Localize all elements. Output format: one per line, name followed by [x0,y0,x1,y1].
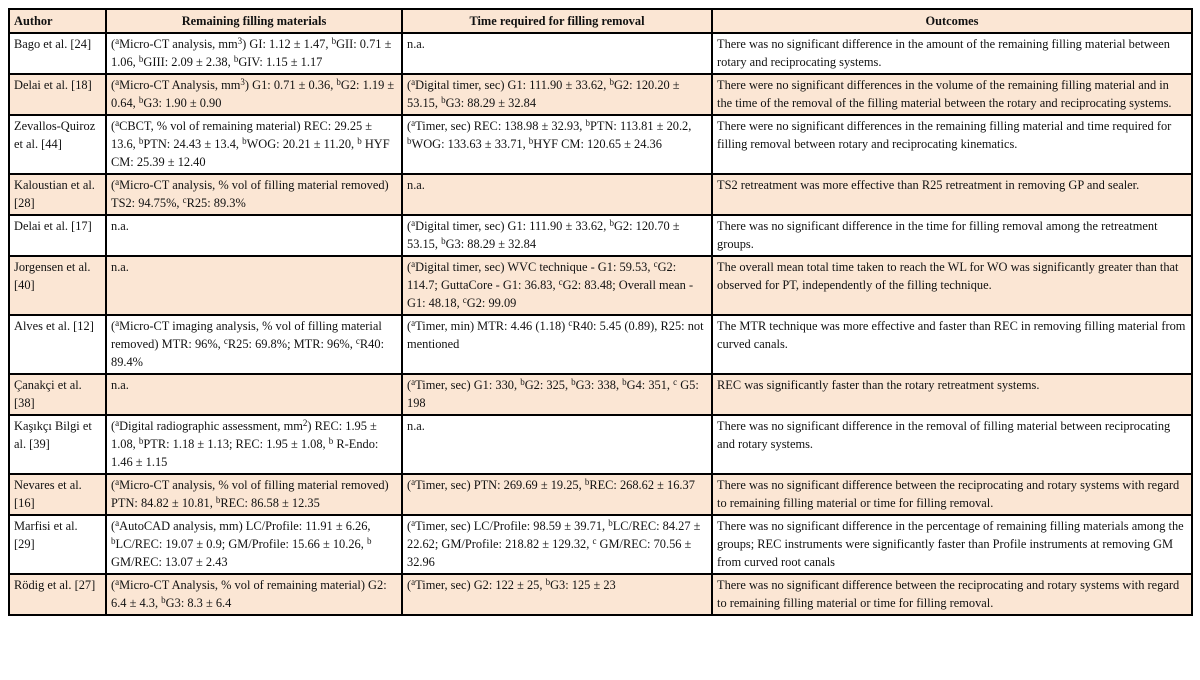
table-row [9,415,1192,474]
table-row [9,574,1192,615]
outcome-cell: REC was significantly faster than the rotary retreatment systems. [712,374,1192,415]
table-row [9,215,1192,256]
remaining-filling-cell: ($^a$CBCT, % vol of remaining material) REC: 29.25 ± 13.6, $^b$PTN: 24.43 ± 13.4, $^b$WOG: 20.21 ± 11.20, $^b$ HYF CM: 25.39 ± 12.40 [106,115,402,174]
remaining-filling-cell: n.a. [106,215,402,256]
remaining-filling-cell: ($^a$Micro-CT Analysis, $mm^3$) G1: 0.71 ± 0.36, $^b$G2: 1.19 ± 0.64, $^b$G3: 1.90 ± 0.90 [106,74,402,115]
outcome-cell: There were no significant differences in the volume of the remaining filling material and in the time of the removal of the filling material between the rotary and reciprocating systems. [712,74,1192,115]
remaining-filling-cell: n.a. [106,374,402,415]
time-removal-cell: ($^a$Timer, sec) LC/Profile: 98.59 ± 39.71, $^b$LC/REC: 84.27 ± 22.62; GM/Profile: 218.82 ± 129.32, $^c$ GM/REC: 70.56 ± 32.96 [402,515,712,574]
author-cell: Kaloustian et al. [28] [9,174,106,215]
time-removal-cell: ($^a$Timer, min) MTR: 4.46 (1.18) $^c$R40: 5.45 (0.89), R25: not mentioned [402,315,712,374]
author-cell: Çanakçi et al. [38] [9,374,106,415]
outcome-cell: There was no significant difference between the reciprocating and rotary systems with regard to remaining filling material or time for filling removal. [712,474,1192,515]
table-body [9,33,1192,615]
time-removal-cell: ($^a$Timer, sec) PTN: 269.69 ± 19.25, $^b$REC: 268.62 ± 16.37 [402,474,712,515]
table-row [9,74,1192,115]
time-removal-cell: n.a. [402,174,712,215]
table-row [9,256,1192,315]
time-removal-cell: ($^a$Timer, sec) REC: 138.98 ± 32.93, $^b$PTN: 113.81 ± 20.2, $^b$WOG: 133.63 ± 33.71, $^b$HYF CM: 120.65 ± 24.36 [402,115,712,174]
author-cell: Delai et al. [18] [9,74,106,115]
table-row [9,515,1192,574]
remaining-filling-cell: ($^a$Micro-CT imaging analysis, % vol of filling material removed) MTR: 96%, $^c$R25: 69.8%; MTR: 96%, $^c$R40: 89.4% [106,315,402,374]
outcome-cell: There was no significant difference in the time for filling removal among the retreatment groups. [712,215,1192,256]
author-cell: Nevares et al. [16] [9,474,106,515]
author-cell: Rödig et al. [27] [9,574,106,615]
author-cell: Kaşıkçı Bilgi et al. [39] [9,415,106,474]
time-removal-cell: ($^a$Digital timer, sec) G1: 111.90 ± 33.62, $^b$G2: 120.20 ± 53.15, $^b$G3: 88.29 ± 32.84 [402,74,712,115]
outcome-cell: TS2 retreatment was more effective than R25 retreatment in removing GP and sealer. [712,174,1192,215]
results-table-container [8,8,1191,616]
remaining-filling-cell: ($^a$Micro-CT analysis, % vol of filling material removed) PTN: 84.82 ± 10.81, $^b$REC: 86.58 ± 12.35 [106,474,402,515]
outcome-cell: There was no significant difference between the reciprocating and rotary systems with regard to remaining filling material or time for filling removal. [712,574,1192,615]
header-remaining-filling: Remaining filling materials [106,9,402,33]
remaining-filling-cell: ($^a$Micro-CT analysis, % vol of filling material removed) TS2: 94.75%, $^c$R25: 89.3% [106,174,402,215]
author-cell: Zevallos-Quiroz et al. [44] [9,115,106,174]
outcome-cell: There was no significant difference in the percentage of remaining filling materials among the groups; REC instruments were significantly faster than Profile instruments at removing GM from curved root canals [712,515,1192,574]
table-row [9,33,1192,74]
outcome-cell: There was no significant difference in the removal of filling material between reciprocating and rotary systems. [712,415,1192,474]
time-removal-cell: ($^a$Timer, sec) G1: 330, $^b$G2: 325, $^b$G3: 338, $^b$G4: 351, $^c$ G5: 198 [402,374,712,415]
time-removal-cell: n.a. [402,415,712,474]
time-removal-cell: ($^a$Digital timer, sec) WVC technique - G1: 59.53, $^c$G2: 114.7; GuttaCore - G1: 36.83, $^c$G2: 83.48; Overall mean - G1: 48.18, $^c$G2: 99.09 [402,256,712,315]
time-removal-cell: ($^a$Digital timer, sec) G1: 111.90 ± 33.62, $^b$G2: 120.70 ± 53.15, $^b$G3: 88.29 ± 32.84 [402,215,712,256]
table-row [9,315,1192,374]
remaining-filling-cell: n.a. [106,256,402,315]
table-row [9,174,1192,215]
time-removal-cell: n.a. [402,33,712,74]
outcome-cell: There were no significant differences in the remaining filling material and time required for filling removal between rotary and reciprocating kinematics. [712,115,1192,174]
results-table [8,8,1193,616]
header-author: Author [9,9,106,33]
remaining-filling-cell: ($^a$AutoCAD analysis, mm) LC/Profile: 11.91 ± 6.26, $^b$LC/REC: 19.07 ± 0.9; GM/Profile: 15.66 ± 10.26, $^b$ GM/REC: 13.07 ± 2.43 [106,515,402,574]
header-outcomes: Outcomes [712,9,1192,33]
table-row [9,374,1192,415]
outcome-cell: The overall mean total time taken to reach the WL for WO was significantly greater than that observed for PT, independently of the filling technique. [712,256,1192,315]
table-row [9,474,1192,515]
author-cell: Delai et al. [17] [9,215,106,256]
author-cell: Alves et al. [12] [9,315,106,374]
header-time-removal: Time required for filling removal [402,9,712,33]
time-removal-cell: ($^a$Timer, sec) G2: 122 ± 25, $^b$G3: 125 ± 23 [402,574,712,615]
author-cell: Bago et al. [24] [9,33,106,74]
outcome-cell: The MTR technique was more effective and faster than REC in removing filling material from curved canals. [712,315,1192,374]
table-header-row [9,9,1192,33]
remaining-filling-cell: ($^a$Digital radiographic assessment, $mm^2$) REC: 1.95 ± 1.08, $^b$PTR: 1.18 ± 1.13; REC: 1.95 ± 1.08, $^b$ R-Endo: 1.46 ± 1.15 [106,415,402,474]
remaining-filling-cell: ($^a$Micro-CT Analysis, % vol of remaining material) G2: 6.4 ± 4.3, $^b$G3: 8.3 ± 6.4 [106,574,402,615]
author-cell: Marfisi et al. [29] [9,515,106,574]
author-cell: Jorgensen et al. [40] [9,256,106,315]
remaining-filling-cell: ($^a$Micro-CT analysis, $mm^3$) GI: 1.12 ± 1.47, $^b$GII: 0.71 ± 1.06, $^b$GIII: 2.09 ± 2.38, $^b$GIV: 1.15 ± 1.17 [106,33,402,74]
outcome-cell: There was no significant difference in the amount of the remaining filling material between rotary and reciprocating systems. [712,33,1192,74]
table-row [9,115,1192,174]
